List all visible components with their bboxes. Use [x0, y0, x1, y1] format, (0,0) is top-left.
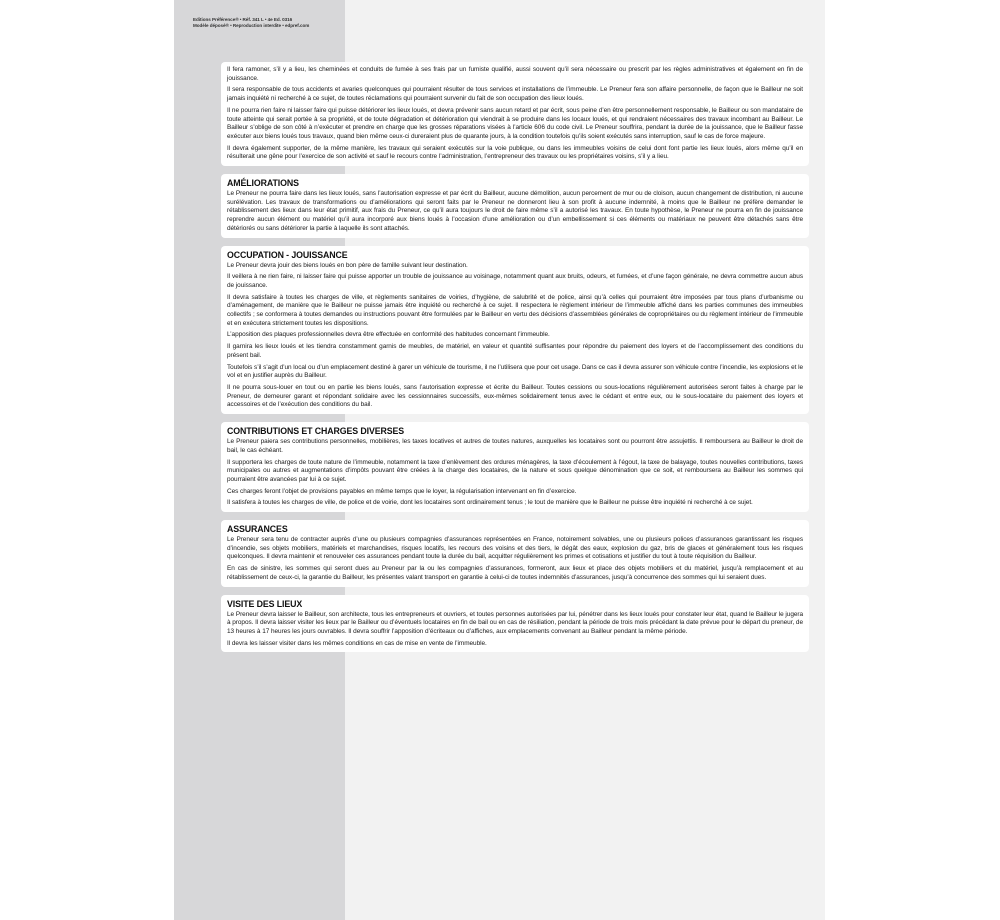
clause-section — [221, 246, 809, 415]
clause-paragraph: Le Preneur devra jouir des biens loués en bon père de famille suivant leur destination. — [227, 261, 468, 269]
clause-paragraph: Il ne pourra sous-louer en tout ou en partie les biens loués, sans l’autorisation expresse et écrite du Bailleur. Toutes cessions ou sous-locations régulièrement autorisées seront faites à charge par le Preneur, de demeurer garant et répondant solidaire avec les cessionnaires successifs, eux-mêmes solidairement tenus avec le cédant et entre eux, ou le sous-locataire du paiement des loyers et accessoires et de l’exécution des conditions du bail. — [227, 383, 803, 409]
clause-paragraph: Il sera responsable de tous accidents et avaries quelconques qui pourraient résulter de tous services et installations de l’immeuble. Le Preneur fera son affaire personnelle, de façon que le Bailleur ne soit jamais inquiété ni recherché à ce sujet, de toutes réclamations qui pourraient survenir du fait de son occupation des lieux loués. — [227, 86, 803, 103]
clause-section — [221, 174, 809, 238]
imprint-line-1: Editions Préférence® • Réf. 341 L • 4e Ed. 0316 — [193, 17, 293, 22]
clause-paragraph: Il devra satisfaire à toutes les charges de ville, et règlements sanitaires de voiries, d’hygiène, de salubrité et de police, ainsi qu’à celles qui pourraient être imposées par tous plans d’urbanisme ou d’aménagement, de manière que le Bailleur ne puisse jamais être inquiété ou recherché à ce sujet. Il respectera le règlement intérieur de l’immeuble affiché dans les parties communes des immeubles collectifs ; se conformera à toutes demandes ou instructions pouvant être formulées par le Bailleur en vertu des décisions d’assemblées générales de copropriétaires ou du règlement intérieur de l’immeuble et en exécutera strictement toutes les dispositions. — [227, 293, 803, 327]
clause-paragraph: Le Preneur ne pourra faire dans les lieux loués, sans l’autorisation expresse et par écrit du Bailleur, aucune démolition, aucun percement de mur ou de cloison, aucun changement de distribution, ni aucune surélévation. Les travaux de transformations ou d’améliorations qui seront faits par le Preneur ne donneront lieu à son profit à aucune indemnité, à moins que le Bailleur ne préfère demander le rétablissement des lieux dans leur état primitif, aux frais du Preneur, ce qu’il aura toujours le droit de faire même s’il a autorisé les travaux. En toute hypothèse, le Preneur ne pourra en fin de jouissance reprendre aucun élément ou matériel qu’il aura incorporé aux biens loués à l’occasion d’une amélioration ou d’un embellissement si ces éléments ou matériaux ne peuvent être détachés sans être détériorés ou sans détériorer la partie à laquelle ils sont attachés. — [227, 190, 803, 232]
clause-paragraph: Le Preneur paiera ses contributions personnelles, mobilières, les taxes locatives et autres de toutes natures, auxquelles les locataires sont ou pourront être assujettis. Il remboursera au Bailleur le droit de bail, le cas échéant. — [227, 438, 803, 454]
clause-section — [221, 62, 809, 166]
clause-paragraph: Il satisfera à toutes les charges de ville, de police et de voirie, dont les locataires sont ordinairement tenus ; le tout de manière que le Bailleur ne puisse être inquiété ni recherché à ce sujet. — [227, 499, 753, 507]
imprint-line-2: Modèle déposé® • Reproduction interdite • edpref.com — [193, 23, 310, 28]
clause-paragraph: Il fera ramoner, s’il y a lieu, les cheminées et conduits de fumée à ses frais par un fumiste qualifié, aussi souvent qu’il sera nécessaire ou prescrit par les règles administratives et également en fin de jouissance. — [227, 66, 803, 82]
clause-paragraph: En cas de sinistre, les sommes qui seront dues au Preneur par la ou les compagnies d’assurances, formeront, aux lieux et place des objets mobiliers et du matériel, jusqu’à remplacement et au rétablissement de ceux-ci, la garantie du Bailleur, les présentes valant transport en garantie à celui-ci de toutes indemnités d’assurances, jusqu’à concurrence des sommes qui lui seraient dues. — [227, 565, 803, 581]
section-heading: AMÉLIORATIONS — [227, 178, 299, 189]
section-heading: CONTRIBUTIONS ET CHARGES DIVERSES — [227, 426, 405, 437]
clause-section — [221, 520, 809, 587]
clause-paragraph: Toutefois s’il s’agit d’un local ou d’un emplacement destiné à garer un véhicule de tourisme, il ne l’utilisera que pour cet usage. Dans ce cas il devra assurer son véhicule contre l’incendie, les explosions et le vol et en justifier auprès du Bailleur. — [227, 363, 803, 380]
clause-paragraph: Il devra les laisser visiter dans les mêmes conditions en cas de mise en vente de l’immeuble. — [227, 639, 487, 647]
section-heading: ASSURANCES — [227, 524, 288, 535]
section-heading: VISITE DES LIEUX — [227, 598, 303, 609]
clause-paragraph: L’apposition des plaques professionnelles devra être effectuée en conformité des habitudes concernant l’immeuble. — [227, 331, 550, 339]
clause-paragraph: Il ne pourra rien faire ni laisser faire qui puisse détériorer les lieux loués, et devra prévenir sans aucun retard et par écrit, sous peine d’en être personnellement responsable, le Bailleur ou son mandataire de toute atteinte qui serait portée à sa propriété, et de toute dégradation et détérioration qui viendrait à se produire dans les locaux loués, et qui rendraient nécessaires des travaux incombant au Bailleur. Le Bailleur s’oblige de son côté à n’exécuter et prendre en charge que les grosses réparations visées à l’article 606 du code civil. Le Preneur souffrira, pendant la durée de la jouissance, que le Bailleur fasse exécuter aux biens loués tous travaux, quand bien même ceux-ci dureraient plus de quarante jours, à la condition toutefois qu’ils soient exécutés sans interruption, sauf le cas de force majeure. — [227, 106, 803, 140]
clause-paragraph: Il devra également supporter, de la même manière, les travaux qui seraient exécutés sur la voie publique, ou dans les immeubles voisins de celui dont font partie les lieux loués, alors même qu’il en résulterait une gêne pour l’exercice de son activité et sauf le recours contre l’administration, l’entrepreneur des travaux ou les propriétaires voisins, s’il y a lieu. — [227, 144, 803, 161]
publisher-imprint — [193, 17, 309, 29]
clause-section — [221, 595, 809, 653]
clause-section — [221, 422, 809, 512]
clauses-container — [221, 62, 809, 660]
section-heading: OCCUPATION - JOUISSANCE — [227, 249, 348, 260]
clause-paragraph: Le Preneur sera tenu de contracter auprès d’une ou plusieurs compagnies d’assurances représentées en France, notoirement solvables, une ou plusieurs polices d’assurances garantissant les risques d’incendie, ses objets mobiliers, matériels et marchandises, risques locatifs, les recours des voisins et des tiers, le dégât des eaux, explosion du gaz, bris de glaces et généralement tous les risques quelconques. Il devra maintenir et renouveler ces assurances pendant toute la durée du bail, acquitter régulièrement les primes et cotisations et justifier du tout à toute réquisition du Bailleur. — [227, 536, 803, 561]
clause-paragraph: Il veillera à ne rien faire, ni laisser faire qui puisse apporter un trouble de jouissance au voisinage, notamment quant aux bruits, odeurs, et fumées, et d’une façon générale, ne devra commettre aucun abus de jouissance. — [227, 273, 803, 289]
clause-paragraph: Ces charges feront l’objet de provisions payables en même temps que le loyer, la régularisation intervenant en fin d’exercice. — [227, 487, 577, 495]
clause-paragraph: Il garnira les lieux loués et les tiendra constamment garnis de meubles, de matériel, en valeur et quantité suffisantes pour répondre du paiement des loyers et de l’accomplissement des conditions du présent bail. — [227, 343, 803, 359]
clause-paragraph: Le Preneur devra laisser le Bailleur, son architecte, tous les entrepreneurs et ouvriers, et toutes personnes autorisées par lui, pénétrer dans les lieux loués pour constater leur état, quand le Bailleur le jugera à propos. Il devra laisser visiter les lieux par le Bailleur ou d’éventuels locataires en fin de bail ou en cas de résiliation, pendant la période de trois mois précédant la date prévue pour le départ du preneur, de 13 heures à 17 heures les jours ouvrables. Il devra souffrir l’apposition d’écriteaux ou d’affiches, aux emplacements convenant au Bailleur pendant la même période. — [227, 610, 803, 635]
clause-paragraph: Il supportera les charges de toute nature de l’immeuble, notamment la taxe d’enlèvement des ordures ménagères, la taxe d’écoulement à l’égout, la taxe de balayage, toutes nouvelles contributions, taxes municipales ou autres et augmentations d’impôts pouvant être créées à la charge des locataires, de la nature et sous quelque dénomination que ce soit, et remboursera au Bailleur les sommes qui pourraient être avancées par lui à ce sujet. — [227, 458, 803, 483]
